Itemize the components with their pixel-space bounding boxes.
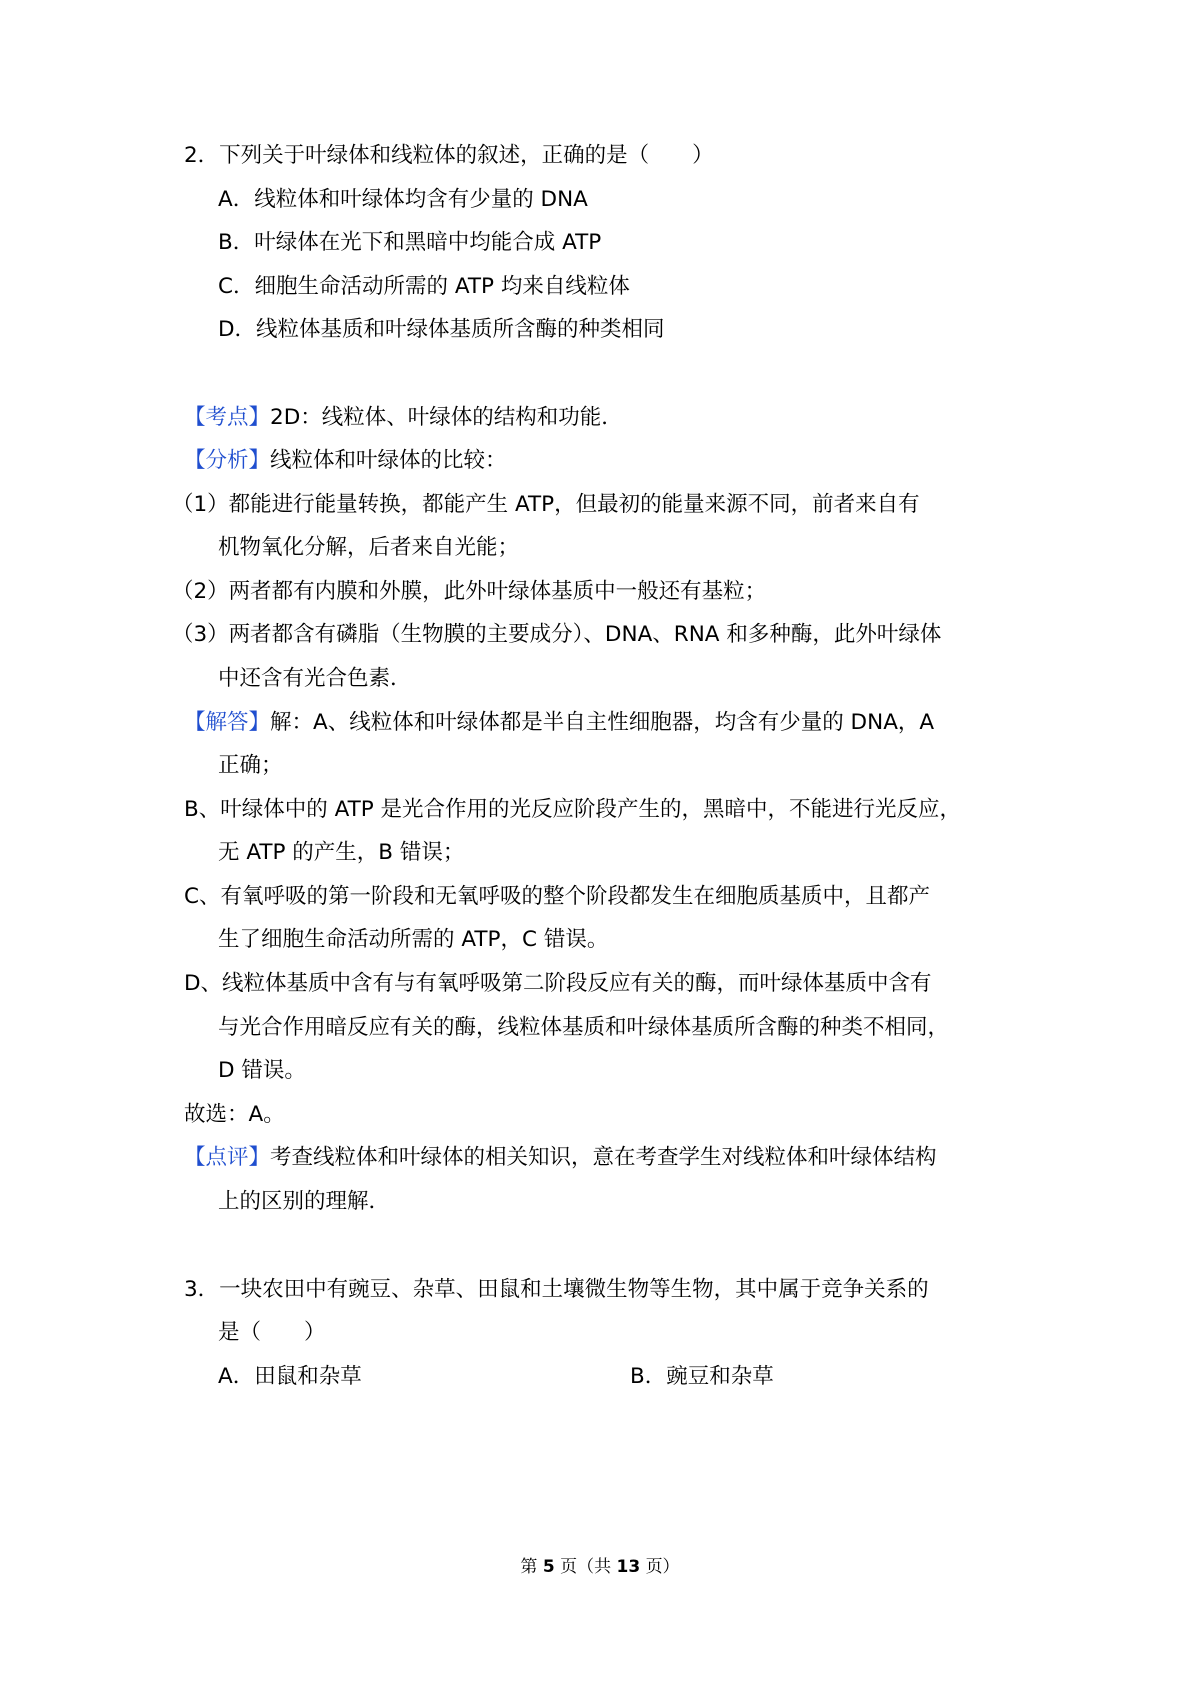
q3-stem-line-2: 是（ ）	[218, 1320, 326, 1345]
footer-page-number: 5	[542, 1557, 555, 1577]
footer-mid: 页（共	[560, 1557, 612, 1577]
q2-option-a: A．线粒体和叶绿体均含有少量的 DNA	[218, 187, 588, 212]
fenxi-line	[184, 446, 507, 476]
q2-option-b: B．叶绿体在光下和黑暗中均能合成 ATP	[218, 230, 602, 255]
kaodian-line	[184, 403, 623, 433]
q2-option-c: C．细胞生命活动所需的 ATP 均来自线粒体	[218, 274, 630, 299]
dianping-text-2: 上的区别的理解．	[218, 1189, 391, 1214]
fenxi-point-1-line-1: （1）都能进行能量转换，都能产生 ATP，但最初的能量来源不同，前者来自有	[172, 492, 920, 517]
fenxi-point-2: （2）两者都有内膜和外膜，此外叶绿体基质中一般还有基粒；	[172, 579, 767, 604]
fenxi-text: 线粒体和叶绿体的比较：	[270, 448, 507, 473]
dianping-tag: 【点评】	[184, 1145, 271, 1170]
footer-prefix: 第	[520, 1557, 538, 1577]
footer-total-pages: 13	[616, 1557, 641, 1577]
jieda-text-2: 正确；	[218, 753, 283, 778]
jieda-b-line-2: 无 ATP 的产生，B 错误；	[218, 840, 465, 865]
fenxi-tag: 【分析】	[184, 448, 271, 473]
q3-option-a: A．田鼠和杂草	[218, 1364, 362, 1389]
kaodian-text: 2D：线粒体、叶绿体的结构和功能．	[270, 405, 623, 430]
page-footer	[0, 1552, 1200, 1577]
jieda-line	[184, 708, 934, 738]
fenxi-point-3-line-2: 中还含有光合色素．	[218, 666, 412, 691]
jieda-text-1: 解：A、线粒体和叶绿体都是半自主性细胞器，均含有少量的 DNA，A	[270, 710, 935, 735]
q3-stem-line-1: 3．一块农田中有豌豆、杂草、田鼠和土壤微生物等生物，其中属于竞争关系的	[184, 1277, 929, 1302]
jieda-c-line-1: C、有氧呼吸的第一阶段和无氧呼吸的整个阶段都发生在细胞质基质中，且都产	[184, 884, 931, 909]
fenxi-point-3-line-1: （3）两者都含有磷脂（生物膜的主要成分）、DNA、RNA 和多种酶，此外叶绿体	[172, 622, 942, 647]
jieda-d-line-1: D、线粒体基质中含有与有氧呼吸第二阶段反应有关的酶，而叶绿体基质中含有	[184, 971, 932, 996]
jieda-b-line-1: B、叶绿体中的 ATP 是光合作用的光反应阶段产生的，黑暗中，不能进行光反应，	[184, 797, 962, 822]
dianping-text-1: 考查线粒体和叶绿体的相关知识，意在考查学生对线粒体和叶绿体结构	[270, 1145, 937, 1170]
jieda-d-line-2: 与光合作用暗反应有关的酶，线粒体基质和叶绿体基质所含酶的种类不相同，	[218, 1015, 950, 1040]
kaodian-tag: 【考点】	[184, 405, 271, 430]
dianping-line	[184, 1143, 937, 1173]
q2-option-d: D．线粒体基质和叶绿体基质所含酶的种类相同	[218, 317, 665, 342]
guxuan-line: 故选：A。	[184, 1102, 285, 1127]
jieda-d-line-3: D 错误。	[218, 1058, 306, 1083]
jieda-c-line-2: 生了细胞生命活动所需的 ATP，C 错误。	[218, 927, 609, 952]
q2-stem: 2．下列关于叶绿体和线粒体的叙述，正确的是（ ）	[184, 143, 714, 168]
q3-option-b: B．豌豆和杂草	[630, 1364, 774, 1389]
jieda-tag: 【解答】	[184, 710, 271, 735]
footer-suffix: 页）	[645, 1557, 680, 1577]
fenxi-point-1-line-2: 机物氧化分解，后者来自光能；	[218, 535, 520, 560]
